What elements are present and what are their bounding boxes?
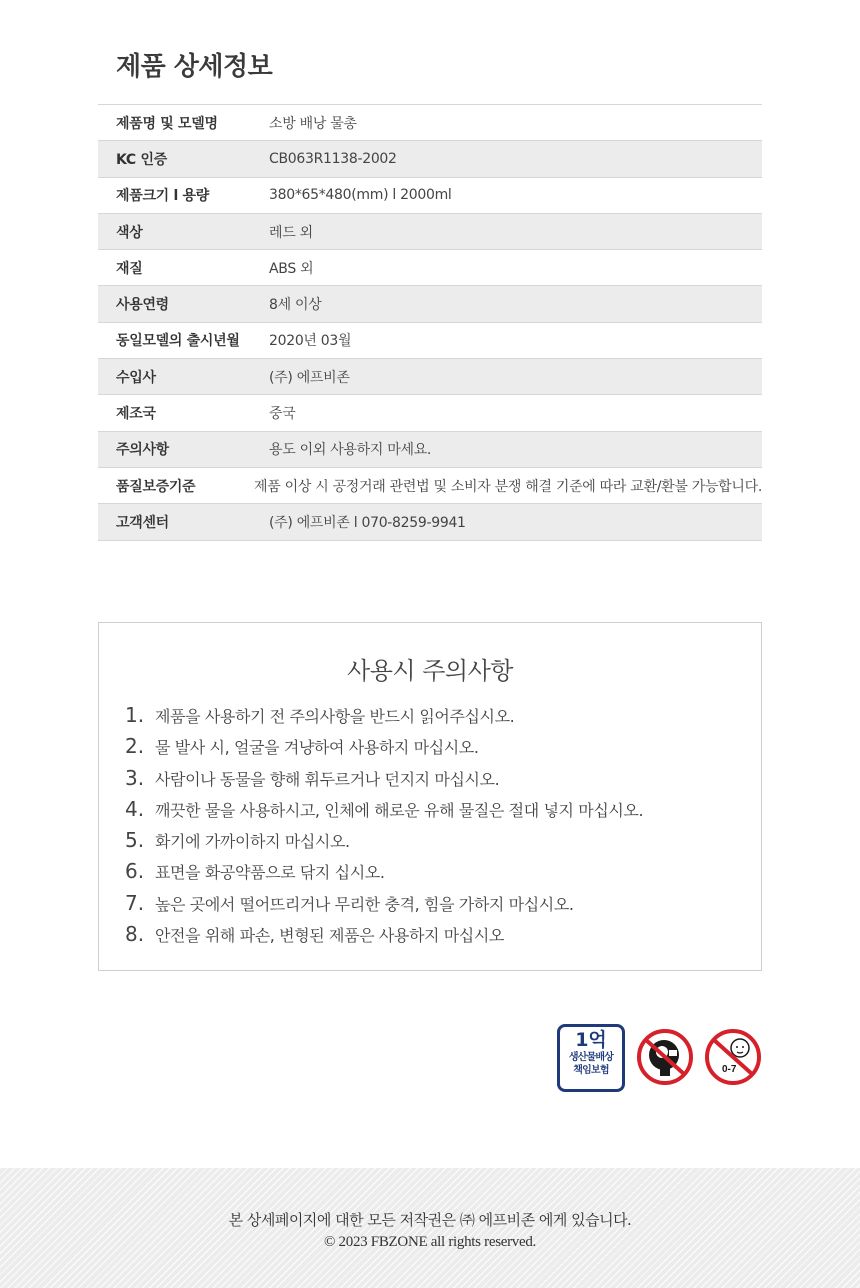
caution-text: 제품을 사용하기 전 주의사항을 반드시 읽어주십시오. [155, 707, 515, 726]
spec-value: ABS 외 [269, 260, 314, 277]
caution-text: 표면을 화공약품으로 닦지 십시오. [155, 863, 385, 883]
spec-label: 품질보증기준 [116, 478, 196, 495]
caution-number: 7. [125, 890, 145, 915]
caution-text: 물 발사 시, 얼굴을 겨냥하여 사용하지 마십시오. [155, 738, 479, 758]
spec-label: 색상 [116, 224, 143, 241]
caution-number: 8. [125, 922, 145, 947]
copyright-line: © 2023 FBZONE all rights reserved. [324, 1234, 536, 1250]
no-small-parts-icon [636, 1028, 694, 1086]
caution-text: 높은 곳에서 떨어뜨리거나 무리한 충격, 힘을 가하지 마십시오. [155, 894, 574, 914]
spec-label: 동일모델의 출시년월 [116, 333, 240, 350]
spec-row [98, 214, 762, 250]
caution-item [125, 859, 643, 890]
spec-row [98, 323, 762, 359]
spec-value: 용도 이외 사용하지 마세요. [269, 442, 432, 459]
caution-text: 깨끗한 물을 사용하시고, 인체에 해로운 유해 물질은 절대 넣지 마십시오. [155, 800, 644, 820]
spec-value: (주) 에프비존 l 070-8259-9941 [269, 514, 466, 531]
spec-label: 수입사 [116, 369, 156, 386]
insurance-line1: 생산물배상 [568, 1052, 614, 1063]
safety-badges [557, 1023, 763, 1093]
spec-label: KC 인증 [116, 151, 167, 168]
insurance-amount: 1억 [575, 1029, 607, 1051]
age-range-label: 0-7 [722, 1064, 737, 1075]
spec-row [98, 395, 762, 431]
spec-row [98, 468, 762, 504]
spec-value: CB063R1138-2002 [269, 150, 397, 167]
no-infant-icon [704, 1028, 762, 1086]
insurance-line2: 책임보험 [573, 1065, 609, 1076]
spec-row [98, 250, 762, 286]
spec-label: 제품크기 l 용량 [116, 188, 209, 205]
page-title: 제품 상세정보 [116, 52, 273, 82]
spec-row [98, 141, 762, 177]
spec-label: 재질 [116, 260, 143, 277]
footer [0, 1168, 860, 1288]
caution-number: 6. [125, 859, 145, 884]
caution-title: 사용시 주의사항 [347, 657, 513, 685]
caution-number: 2. [125, 734, 145, 759]
spec-value: 소방 배낭 물총 [269, 115, 357, 132]
caution-item [125, 703, 643, 734]
caution-number: 5. [125, 828, 145, 853]
spec-value: 중국 [269, 406, 296, 423]
caution-item [125, 828, 643, 859]
spec-row [98, 359, 762, 395]
caution-number: 4. [125, 796, 145, 821]
spec-row [98, 432, 762, 468]
caution-item [125, 766, 643, 797]
spec-label: 제품명 및 모델명 [116, 115, 218, 132]
spec-value: 380*65*480(mm) l 2000ml [269, 187, 452, 204]
spec-value: 레드 외 [269, 224, 313, 241]
caution-text: 사람이나 동물을 향해 휘두르거나 던지지 마십시오. [155, 769, 500, 789]
spec-label: 제조국 [116, 406, 156, 423]
caution-item [125, 734, 643, 765]
spec-table [98, 104, 762, 541]
spec-row [98, 105, 762, 141]
spec-row [98, 286, 762, 322]
caution-number: 3. [125, 765, 145, 790]
spec-value: 8세 이상 [269, 297, 322, 314]
caution-box [98, 622, 762, 971]
spec-label: 주의사항 [116, 442, 169, 459]
caution-text: 안전을 위해 파손, 변형된 제품은 사용하지 마십시오 [155, 926, 504, 946]
spec-label: 사용연령 [116, 297, 169, 314]
caution-item [125, 891, 643, 922]
caution-text: 화기에 가까이하지 마십시오. [155, 832, 350, 852]
caution-number: 1. [125, 703, 145, 727]
caution-item [125, 797, 643, 828]
liability-insurance-badge [557, 1024, 625, 1092]
spec-row [98, 504, 762, 540]
spec-row [98, 178, 762, 214]
spec-value: (주) 에프비존 [269, 369, 350, 386]
caution-item [125, 922, 643, 953]
spec-label: 고객센터 [116, 514, 169, 531]
spec-value: 제품 이상 시 공정거래 관련법 및 소비자 분쟁 해결 기준에 따라 교환/환불 가능합니다. [254, 478, 762, 495]
caution-list [125, 703, 643, 953]
spec-value: 2020년 03월 [269, 333, 352, 350]
copyright-notice: 본 상세페이지에 대한 모든 저작권은 ㈜ 에프비존 에게 있습니다. [228, 1211, 632, 1229]
